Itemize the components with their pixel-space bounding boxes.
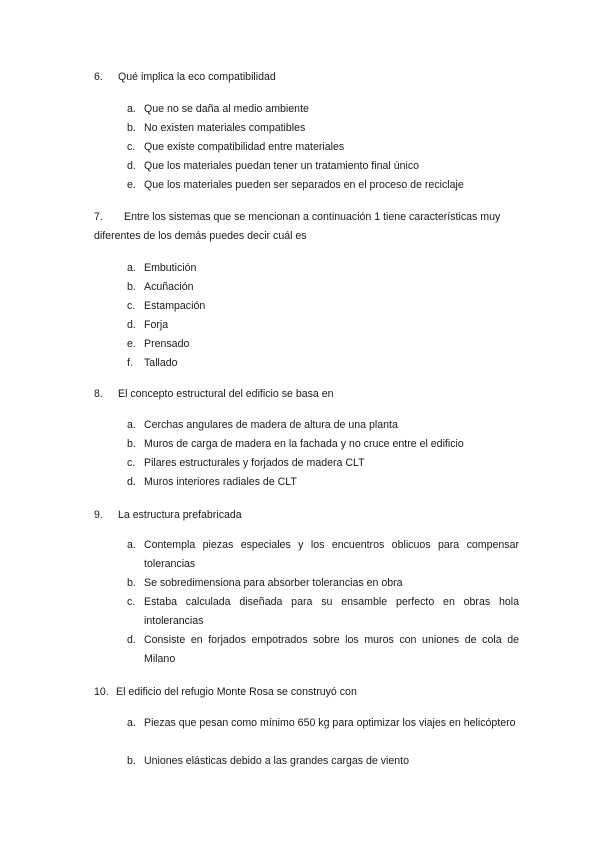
question-number: 8. [94,388,103,400]
question-text: El edificio del refugio Monte Rosa se construyó con [116,686,357,698]
question-8-options [127,416,519,492]
question-number: 9. [94,509,103,521]
question-6 [94,68,519,87]
question-number: 6. [94,71,103,83]
question-7-options [127,259,519,373]
option-10b: b. Uniones elásticas debido a las grandes cargas de viento [127,755,410,767]
option-9d: d. Consiste en forjados empotrados sobre los muros con uniones de cola de Milano [127,634,519,665]
option-6b: b. No existen materiales compatibles [127,122,306,134]
question-number: 10. [94,686,109,698]
option-6e: e. Que los materiales pueden ser separados en el proceso de reciclaje [127,179,464,191]
question-7 [94,208,519,246]
option-7c: c. Estampación [127,300,206,312]
option-9b: b. Se sobredimensiona para absorber tolerancias en obra [127,577,403,589]
question-text: Entre los sistemas que se mencionan a continuación 1 tiene características muy diferentes de los demás puedes decir cuál es [94,211,501,242]
option-7b: b. Acuñación [127,281,194,293]
question-10-options [127,714,519,771]
option-7a: a. Embutición [127,262,197,274]
option-8c: c. Pilares estructurales y forjados de madera CLT [127,457,365,469]
question-9-options [127,536,519,669]
option-10a: a. Piezas que pesan como mínimo 650 kg para optimizar los viajes en helicóptero [127,717,516,729]
question-text: Qué implica la eco compatibilidad [118,71,276,83]
question-6-options [127,100,519,195]
option-7d: d. Forja [127,319,169,331]
option-7e: e. Prensado [127,338,190,350]
option-8a: a. Cerchas angulares de madera de altura de una planta [127,419,398,431]
question-9 [94,506,519,525]
option-7f: f. Tallado [127,357,178,369]
option-8d: d. Muros interiores radiales de CLT [127,476,297,488]
option-9c: c. Estaba calculada diseñada para su ensamble perfecto en obras hola intolerancias [127,596,519,627]
question-10 [94,683,519,702]
question-text: El concepto estructural del edificio se basa en [118,388,334,400]
option-8b: b. Muros de carga de madera en la fachada y no cruce entre el edificio [127,438,464,450]
option-9a: a. Contempla piezas especiales y los encuentros oblicuos para compensar tolerancias [127,539,519,570]
option-6a: a. Que no se daña al medio ambiente [127,103,309,115]
option-6c: c. Que existe compatibilidad entre materiales [127,141,345,153]
question-8 [94,385,519,404]
option-6d: d. Que los materiales puedan tener un tratamiento final único [127,160,420,172]
question-text: La estructura prefabricada [118,509,242,521]
question-number: 7. [94,211,103,223]
